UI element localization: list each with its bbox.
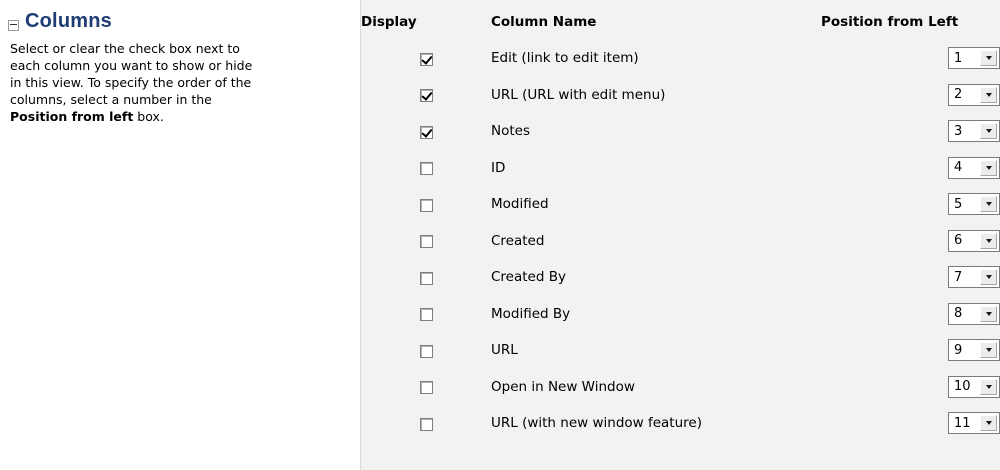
chevron-down-icon[interactable] xyxy=(980,306,997,322)
position-select-value: 5 xyxy=(954,196,963,212)
position-select-value: 10 xyxy=(954,379,971,395)
chevron-down-icon[interactable] xyxy=(980,160,997,176)
description-line-4: columns, select a number in the xyxy=(10,92,212,107)
table-header-row xyxy=(361,0,1000,40)
chevron-down-icon[interactable] xyxy=(980,123,997,139)
position-select[interactable] xyxy=(948,120,1000,142)
table-row xyxy=(361,259,1000,296)
description-bold-term: Position from left xyxy=(10,109,134,124)
column-name-cell: ID xyxy=(491,159,506,176)
description-line-3: in this view. To specify the order of the xyxy=(10,75,252,90)
display-checkbox[interactable] xyxy=(420,345,433,358)
column-name-cell: URL xyxy=(491,342,518,359)
position-select-value: 9 xyxy=(954,342,963,358)
column-name-cell: Created By xyxy=(491,269,566,286)
columns-table-pane xyxy=(360,0,1000,470)
position-cell xyxy=(821,369,1000,406)
position-select[interactable] xyxy=(948,47,1000,69)
position-cell xyxy=(821,77,1000,114)
position-select-value: 3 xyxy=(954,123,963,139)
display-checkbox[interactable] xyxy=(420,162,433,175)
chevron-down-icon[interactable] xyxy=(980,87,997,103)
display-checkbox[interactable] xyxy=(420,381,433,394)
display-checkbox[interactable] xyxy=(420,53,433,66)
display-cell xyxy=(361,40,491,77)
table-row xyxy=(361,40,1000,77)
position-select[interactable] xyxy=(948,412,1000,434)
position-cell xyxy=(821,296,1000,333)
section-description xyxy=(8,40,355,125)
position-cell xyxy=(821,332,1000,369)
column-name-cell: Notes xyxy=(491,123,530,140)
section-header xyxy=(8,10,350,32)
table-row xyxy=(361,150,1000,187)
column-name-cell: Modified By xyxy=(491,305,571,322)
position-cell xyxy=(821,405,1000,442)
position-cell xyxy=(821,113,1000,150)
table-row xyxy=(361,296,1000,333)
display-cell xyxy=(361,113,491,150)
chevron-down-icon[interactable] xyxy=(980,379,997,395)
display-checkbox[interactable] xyxy=(420,199,433,212)
columns-table xyxy=(361,0,1000,442)
position-select-value: 7 xyxy=(954,269,963,285)
display-cell xyxy=(361,77,491,114)
position-select[interactable] xyxy=(948,339,1000,361)
page-title: Columns xyxy=(25,10,112,32)
position-select[interactable] xyxy=(948,157,1000,179)
table-row xyxy=(361,332,1000,369)
chevron-down-icon[interactable] xyxy=(980,50,997,66)
position-select-value: 6 xyxy=(954,233,963,249)
position-select-value: 4 xyxy=(954,160,963,176)
column-name-cell: Created xyxy=(491,232,545,249)
chevron-down-icon[interactable] xyxy=(980,342,997,358)
display-checkbox[interactable] xyxy=(420,418,433,431)
display-cell xyxy=(361,405,491,442)
position-cell xyxy=(821,186,1000,223)
position-select[interactable] xyxy=(948,84,1000,106)
display-checkbox[interactable] xyxy=(420,272,433,285)
table-row xyxy=(361,223,1000,260)
display-cell xyxy=(361,369,491,406)
chevron-down-icon[interactable] xyxy=(980,196,997,212)
column-name-cell: Edit (link to edit item) xyxy=(491,50,639,67)
description-line-end: box. xyxy=(133,109,164,124)
collapse-minus-icon[interactable] xyxy=(8,20,19,31)
table-row xyxy=(361,113,1000,150)
display-cell xyxy=(361,186,491,223)
display-cell xyxy=(361,150,491,187)
column-name-cell: URL (URL with edit menu) xyxy=(491,86,666,103)
position-select-value: 2 xyxy=(954,87,963,103)
column-name-cell: Modified xyxy=(491,196,549,213)
position-cell xyxy=(821,223,1000,260)
display-cell xyxy=(361,296,491,333)
display-cell xyxy=(361,332,491,369)
display-checkbox[interactable] xyxy=(420,89,433,102)
display-checkbox[interactable] xyxy=(420,308,433,321)
header-column-name: Column Name xyxy=(491,14,597,30)
position-select[interactable] xyxy=(948,376,1000,398)
chevron-down-icon[interactable] xyxy=(980,269,997,285)
position-select-value: 11 xyxy=(954,415,971,431)
position-select-value: 1 xyxy=(954,50,963,66)
chevron-down-icon[interactable] xyxy=(980,233,997,249)
description-line-2: each column you want to show or hide xyxy=(10,58,253,73)
table-row xyxy=(361,405,1000,442)
description-pane xyxy=(0,0,360,470)
position-cell xyxy=(821,150,1000,187)
display-checkbox[interactable] xyxy=(420,126,433,139)
position-select-value: 8 xyxy=(954,306,963,322)
table-row xyxy=(361,186,1000,223)
table-row xyxy=(361,77,1000,114)
display-cell xyxy=(361,223,491,260)
description-line-1: Select or clear the check box next to xyxy=(10,41,240,56)
position-select[interactable] xyxy=(948,230,1000,252)
display-checkbox[interactable] xyxy=(420,235,433,248)
column-name-cell: URL (with new window feature) xyxy=(491,415,702,432)
position-select[interactable] xyxy=(948,266,1000,288)
header-position-from-left: Position from Left xyxy=(821,14,959,30)
position-cell xyxy=(821,40,1000,77)
columns-table-body xyxy=(361,40,1000,442)
display-cell xyxy=(361,259,491,296)
header-display: Display xyxy=(361,14,417,30)
position-cell xyxy=(821,259,1000,296)
position-select[interactable] xyxy=(948,193,1000,215)
position-select[interactable] xyxy=(948,303,1000,325)
column-name-cell: Open in New Window xyxy=(491,378,635,395)
table-row xyxy=(361,369,1000,406)
chevron-down-icon[interactable] xyxy=(980,415,997,431)
